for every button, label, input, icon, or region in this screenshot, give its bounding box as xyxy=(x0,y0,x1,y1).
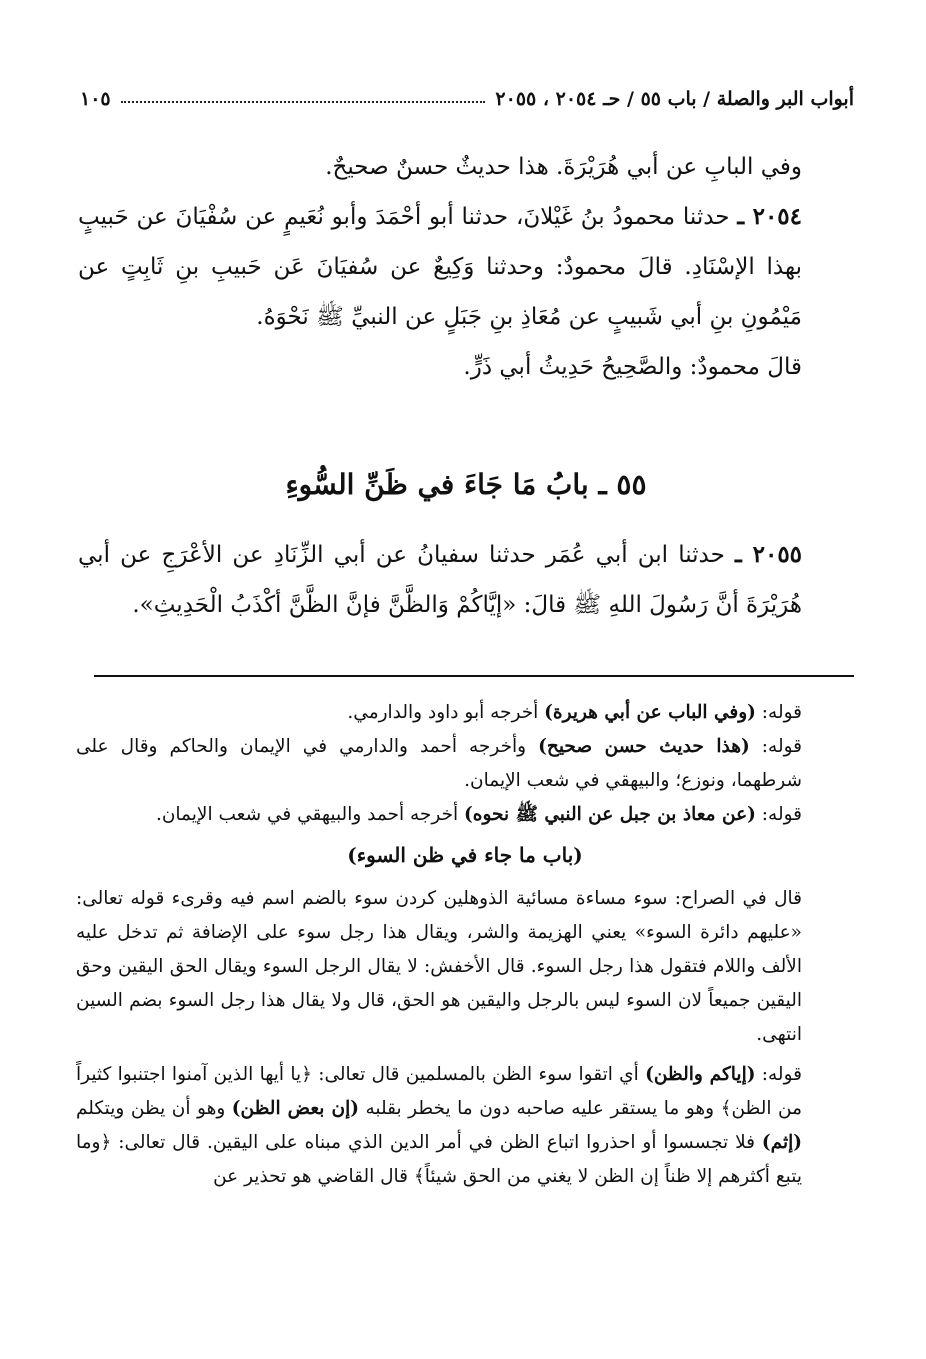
note-3 xyxy=(76,798,854,832)
footnote-separator xyxy=(94,675,854,677)
notes-subheading: (باب ما جاء في ظن السوء) xyxy=(347,843,583,867)
note-4: قال في الصراح: سوء مساءة مسائية الذوهلين كردن سوء بالضم اسم فيه وقرىء قوله تعالى: «عليهم دائرة السوء» يعني الهزيمة والشر، ويقال هذا رجل سوء على الإضافة ثم تدخل عليه الألف واللام فتقول هذا رجل السوء. قال الأخفش: لا يقال الرجل السوء ويقال الحق اليقين وحق اليقين جميعاً لان السوء ليس بالرجل واليقين هو الحق، قال ولا يقال هذا رجل السوء بضم السين انتهى. xyxy=(76,888,802,1045)
note-1 xyxy=(76,696,854,730)
header-dotted-leader xyxy=(121,101,486,103)
note-5-text-2: وهو أن يظن ويتكلم xyxy=(76,1098,226,1119)
note-5-prefix: قوله: xyxy=(761,1064,802,1085)
hadith-2054 xyxy=(78,192,854,342)
header-title: أبواب البر والصلة / باب ٥٥ / حـ ٢٠٥٤ ، ٢٠٥٥ xyxy=(495,88,854,110)
paragraph-mahmud-comment: قالَ محمودٌ: والصَّحِيحُ حَدِيثُ أبي ذَرٍّ. xyxy=(463,354,802,380)
note-3-quote: (عن معاذ بن جبل عن النبي ﷺ نحوه) xyxy=(464,804,756,825)
paragraph-abu-hurairah: وفي البابِ عن أبي هُرَيْرَةَ. هذا حديثٌ حسنٌ صحيحٌ. xyxy=(325,154,802,180)
note-5-quote-3: (إثم) xyxy=(761,1132,802,1153)
page-number: ١٠٥ xyxy=(80,88,111,110)
note-3-text: أخرجه أحمد والبيهقي في شعب الإيمان. xyxy=(155,804,459,825)
hadith-number-2055: ٢٠٥٥ ـ xyxy=(735,541,803,568)
note-5-text-3: فلا تجسسوا أو احذروا اتباع الظن في أمر الدين الذي مبناه على اليقين. قال تعالى: ﴿وما يتبع أكثرهم إلا ظناً إن الظن لا يغني من الحق شيئاً﴾ قال القاضي هو تحذير عن xyxy=(76,1132,802,1187)
hadith-2055 xyxy=(78,530,854,630)
commentary-notes xyxy=(76,696,854,1194)
note-3-prefix: قوله: xyxy=(761,804,802,825)
note-5 xyxy=(76,1058,854,1194)
main-text-lower xyxy=(78,530,854,630)
running-header xyxy=(80,82,854,116)
note-2-text: وأخرجه أحمد والدارمي في الإيمان والحاكم وقال على شرطهما، ونوزع؛ والبيهقي في شعب الإيمان. xyxy=(76,736,802,791)
note-1-prefix: قوله: xyxy=(761,702,802,723)
hadith-2055-text: حدثنا ابن أبي عُمَر حدثنا سفيانُ عن أبي الزِّنَادِ عن الأعْرَجِ عن أبي هُرَيْرَةَ أنَّ رَسُولَ اللهِ ﷺ قالَ: «إيَّاكُمْ وَالظَّنَّ فإنَّ الظَّنَّ أكْذَبُ الْحَدِيثِ». xyxy=(78,542,802,618)
note-2-quote: (هذا حديث حسن صحيح) xyxy=(538,736,750,757)
note-1-quote: (وفي الباب عن أبي هريرة) xyxy=(544,702,756,723)
note-5-quote-1: (إياكم والظن) xyxy=(645,1064,756,1085)
note-2 xyxy=(76,730,854,798)
hadith-2054-text: حدثنا محمودُ بنُ غَيْلانَ، حدثنا أبو أحْمَدَ وأبو نُعَيمٍ عن سُفْيَانَ عن حَبيبٍ بهذا الإسْنَادِ. قالَ محمودٌ: وحدثنا وَكِيعٌ عن سُفيَانَ عَن حَبيبِ بنِ ثَابِتٍ عن مَيْمُونِ بنِ أبي شَبيبٍ عن مُعَاذِ بنِ جَبَلٍ عن النبيِّ ﷺ نَحْوَهُ. xyxy=(78,204,802,330)
hadith-number-2054: ٢٠٥٤ ـ xyxy=(737,203,803,230)
note-2-prefix: قوله: xyxy=(761,736,802,757)
main-text-upper xyxy=(78,142,854,392)
note-5-text-1: أي اتقوا سوء الظن بالمسلمين قال تعالى: ﴿يا أيها الذين آمنوا اجتنبوا كثيراً من الظن﴾ وهو ما يستقر عليه صاحبه دون ما يخطر بقلبه xyxy=(76,1064,803,1119)
chapter-heading: ٥٥ ـ بابُ مَا جَاءَ في ظَنِّ السُّوءِ xyxy=(285,468,647,501)
note-5-quote-2: (إن بعض الظن) xyxy=(231,1098,359,1119)
note-1-text: أخرجه أبو داود والدارمي. xyxy=(347,702,539,723)
